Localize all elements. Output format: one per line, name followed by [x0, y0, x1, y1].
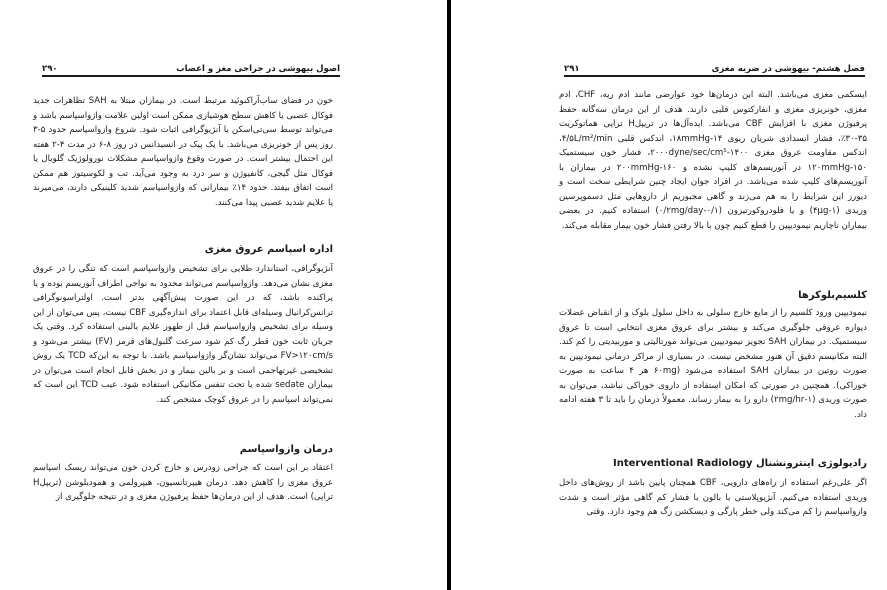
left-header-rule — [42, 75, 340, 77]
left-section1-paragraph: آنژیوگرافی، استاندارد طلایی برای تشخیص وازواسپاسم است که تنگی را در عروق مغزی نشان می‌دهد. وازواسپاسم می‌تواند محدود به نواحی اطراف آنوریسم بوده و یا پراکنده باشد، که در این صورت پیش‌آگهی بدتر است. اولتراسونوگرافی ترانس‌کرانیال وسیله‌ای قابل اعتماد برای اندازه‌گیری CBF نیست، پس می‌توان از این وسیله برای تشخیص وازواسپاسم قبل از ظهور علایم بالینی استفاده کرد. وقتی یک جریان ثابت خون قطر رگ کم شود سرعت گلبول‌های قرمز (FV) بیشتر می‌شود و FV>۱۲۰cm/s می‌تواند نشان‌گر وازواسپاسم باشد. با توجه به این‌که TCD یک روش تشخیصی غیرتهاجمی است و بر بالین بیمار و در بخش قابل انجام است می‌توان در بیماران sedate شده یا تحت تنفس مکانیکی استفاده شود. عیب TCD این است که نمی‌تواند اسپاسم را در عروق کوچک مشخص کند. — [33, 264, 334, 405]
left-header-title: اصول بیهوشی در جراحی مغز و اعصاب — [176, 64, 340, 74]
left-page-header — [42, 60, 340, 74]
left-section1-heading: اداره اسپاسم عروق مغزی — [204, 244, 333, 255]
left-section2-heading: درمان وازواسپاسم — [239, 444, 333, 455]
right-intro-paragraph: ایسکمی مغزی می‌باشد. البته این درمان‌ها خود عوارضی مانند ادم ریه، CHF، ادم مغزی، خونریزی مغزی و انفارکتوس قلبی دارند. هدف از این درمان سه‌گانه حفظ پرفیوژن مغزی با افزایش CBF می‌باشد. ایده‌آل‌ها در تریپل‌H تراپی هماتوکریت ۳۵-۳۰٪، فشار انسدادی شریان ریوی ۱۸mmHg-۱۴، اندکس قلبی ۴/۵L/m²/min، اندکس مقاومت عروق مغزی ۱۴۰۰-۲۰۰۰dyne/sec/cm⁵، فشار خون سیستمیک ۱۵۰-۱۲۰mmHg در آنوریسم‌های کلیپ نشده و ۲۰۰mmHg-۱۶۰ در بیماران با آنوریسم‌های کلیپ شده می‌باشد. در افراد جوان ایجاد چنین شرایطی سخت است و دیورز این شرایط را به هم می‌زند و گاهی مجبوریم از داروهایی مثل دسموپرسین وریدی (۴μg-۱) و یا فلودروکورتیزون (۰/۱-۰/۲mg/day) استفاده کنیم. در بعضی بیماران ناچاریم نیمودیپین را قطع کنیم چون با بالا رفتن فشار خون بیمار مقابله می‌کند. — [559, 90, 867, 231]
right-header-page-number: ۲۹۱ — [564, 64, 580, 74]
right-header-title: فصل هشتم- بیهوشی در ضربه مغزی — [711, 64, 865, 74]
right-page-header — [564, 60, 865, 74]
left-header-page-number: ۲۹۰ — [42, 64, 58, 74]
right-section2-heading: رادیولوژی اینترونشنال Interventional Radiology — [613, 458, 867, 469]
right-section1-heading: کلسیم‌بلوکرها — [798, 290, 867, 301]
right-section2-paragraph: اگر علی‌رغم استفاده از راه‌های دارویی، CBF همچنان پایین باشد از روش‌های داخل وریدی استفاده می‌کنیم. آنژیوپلاستی با بالون با فشار کم گاهی مؤثر است و شدت وازواسپاسم را کم می‌کند ولی خطر پارگی و دیسکشن رگ هم وجود دارد. وقتی — [559, 478, 867, 517]
right-header-rule — [564, 75, 865, 77]
left-section2-paragraph: اعتقاد بر این است که جراحی زودرس و خارج کردن خون می‌تواند ریسک اسپاسم عروق مغزی را کاهش دهد. درمان هیپرتانسیون، هیپرولمی و همودیلوشن (تریپل‌H تراپی) است. هدف از این درمان‌ها حفظ پرفیوژن مغزی و در نتیجه جلوگیری از — [33, 463, 333, 502]
right-section1-paragraph: نیمودیپین ورود کلسیم را از مایع خارج سلولی به داخل سلول بلوک و از انقباض عضلات دیواره عروقی جلوگیری می‌کند و بیشتر برای عروق مغزی انتخابی است تا عروق سیستمیک. در بیماران SAH تجویز نیمودیپین می‌تواند مورتالیتی و موربیدیتی را کم کند. البته مکانیسم دقیق آن هنوز مشخص نیست. در بسیاری از مراکز درمانی نیمودیپین به صورت روتین در بیماران SAH استفاده می‌شود (۶۰mg هر ۴ ساعت به صورت خوراکی). همچنین در صورتی که امکان استفاده از داروی خوراکی نباشد، می‌توان به صورت وریدی (۱-۲mg/hr) دارو را به بیمار رساند. معمولاً درمان را باید تا ۳ هفته ادامه داد. — [559, 308, 867, 420]
left-intro-paragraph: خون در فضای ساب‌آراکنوئید مرتبط است. در بیماران مبتلا به SAH تظاهرات جدید فوکال عصبی یا کاهش سطح هوشیاری ممکن است اولین علامت وازواسپاسم باشد و می‌تواند توسط سی‌تی‌اسکن یا آنژیوگرافی اثبات شود. شروع وازواسپاسم حدود ۵-۳ روز پس از خونریزی می‌باشد. با یک پیک در انسیدانس در روز ۸-۶ در مدت ۴-۲ هفته این احتمال بیشتر است. در صورت وقوع وازواسپاسم مشکلات نورولوژیک گلوبال یا فوکال مثل گیجی، کانفیوژن و سر درد به وجود می‌آید. تب و لکوسیتوز هم ممکن است اتفاق بیفتد. حدود ۱۴٪ بیمارانی که وازواسپاسم شدید کلینیکی دارند، می‌میرند یا علایم شدید عصبی پیدا می‌کنند. — [33, 96, 334, 208]
right-page — [451, 0, 887, 590]
